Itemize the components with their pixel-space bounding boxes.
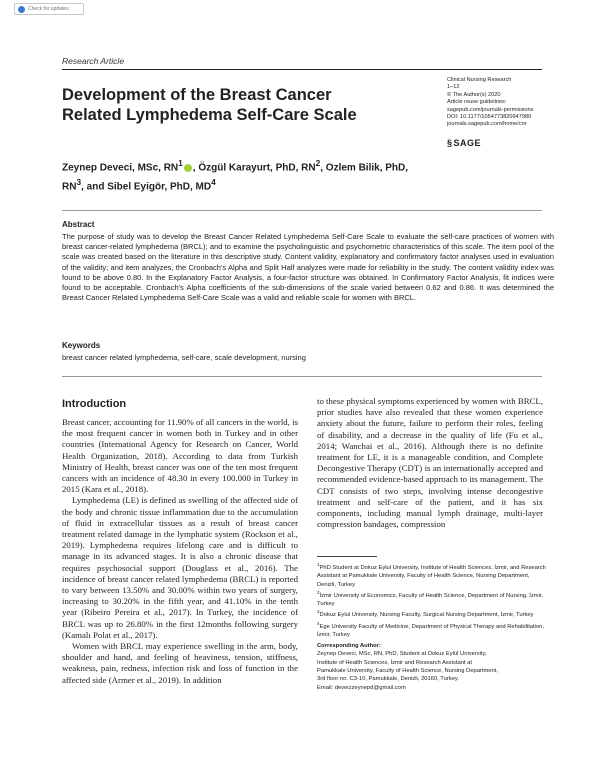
keywords-heading: Keywords	[62, 341, 101, 350]
header-rule	[62, 69, 542, 70]
intro-paragraph-1: Breast cancer, accounting for 11.90% of all cancers in the world, is the most frequent cancer in women both in Turkey and in other countries (International Agency for Research on Cancer, World Health Organization, 2018). According to data from Turkish Ministry of Health, breast cancer was one of the ten most frequent cancers with an incidence of 48.30 in every 100.000 in Turkey in 2015 (Kara et al., 2018).	[62, 417, 298, 495]
journal-pages: 1–12	[447, 84, 460, 91]
article-type: Research Article	[62, 56, 125, 66]
corresponding-line-2: Institute of Health Sciences, İzmir and Research Assistant at	[317, 659, 472, 666]
affiliation-3	[317, 608, 549, 619]
abstract-text: The purpose of study was to develop the Breast Cancer Related Lymphedema Self-Care Scale to evaluate the self-care practices of women with breast cancer-related lymphedema (BRCL); and to examine the psycholinguistic and psychometric characteristics of this scale. The item pool of the scale was created based on the literature in this descriptive study. Content validity, explanatory and confirmatory factor analyses used in evaluation of the validity; and item analyzes, the Cronbach's Alpha and Split Half analyzes were made for reliability in the study. The content validity index was found to be above 0.80. In the Explanatory Factor Analysis, a four-factor structure was obtained. In Confirmatory Factor Analysis, fit indices were found to be acceptable. Cronbach's Alpha coefficients of the sub-dimensions of the scale varied between 0.62 and 0.86. It was determined the Breast Cancer Related Lymphedema Self-Care Scale was a valid and reliable scale for women with BRCL.	[62, 232, 554, 303]
author-1-affil: 1	[178, 158, 183, 168]
affiliation-1	[317, 561, 549, 589]
check-for-updates-badge[interactable]	[14, 3, 84, 15]
author-list	[62, 156, 412, 195]
badge-label: Check for updates	[28, 6, 69, 12]
affiliation-1-text: PhD Student at Dokuz Eylul University, Institute of Health Sciences, İzmir, and Research Assistant at Pamukkale University, Faculty of Health Science, Nursing Department, Denizli, Turkey	[317, 564, 546, 588]
affiliation-3-mark: 3	[317, 609, 320, 615]
author-4: , and Sibel Eyigör, PhD, MD	[81, 181, 212, 193]
author-2: , Özgül Karayurt, PhD, RN	[192, 162, 316, 174]
journal-home-link[interactable]: journals.sagepub.com/home/cnr	[447, 121, 527, 128]
left-column	[62, 417, 298, 686]
journal-reuse: Article reuse guidelines:	[447, 99, 507, 106]
intro-paragraph-2: Lymphedema (LE) is defined as swelling of the affected side of the body and chronic tissue inflammation due to the accumulation of fluid in extracellular tissues as a result of breast cancer treatment related damage in the lymphatic system (Rockson et al., 2019). Lymphedema requires lifelong care and is difficult to manage in its advanced stages. It is also a chronic disease that requires psychosocial support (Douglass et al., 2016). The incidence of breast cancer related lymphedema (BRCL) is reported to vary between 13.50% and 30.00% within two years of surgery, increasing to 30.20% in the fifth year, and 41.10% in the tenth year (Ribeiro Pereira et al., 2017). In Turkey, the incidence of BRCL was up to 26.80% in the first 12months following surgery (Kamalı Polat et al., 2017).	[62, 495, 298, 640]
publisher-logo	[447, 138, 481, 148]
journal-info	[447, 77, 567, 129]
author-3-affil: 3	[76, 177, 82, 188]
sage-logo-icon: §	[447, 138, 453, 148]
check-updates-icon	[18, 6, 25, 13]
keywords-text: breast cancer related lymphedema, self-care, scale development, nursing	[62, 353, 306, 362]
journal-doi[interactable]: DOI: 10.1177/1054773820947980	[447, 114, 532, 121]
author-4-affil: 4	[211, 177, 216, 188]
affiliation-4	[317, 620, 549, 640]
affiliation-4-mark: 4	[317, 620, 320, 626]
affiliation-2	[317, 589, 549, 609]
affiliation-1-mark: 1	[317, 562, 320, 567]
abstract-rule	[62, 210, 542, 211]
corresponding-email[interactable]: Email: devecizeynepd@gmail.com	[317, 684, 406, 691]
paper-title: Development of the Breast Cancer Related Lymphedema Self-Care Scale	[62, 86, 357, 124]
introduction-heading: Introduction	[62, 398, 127, 410]
keywords-rule	[62, 376, 542, 377]
corresponding-line-4: 3rd floor no. C3-10, Pamukkale, Denizli, 20160, Turkey.	[317, 676, 459, 683]
intro-paragraph-4: to these physical symptoms experienced by women with BRCL, prior studies have also revealed that these women experience anxiety about the future, failure to perform their roles, feeling of disability, and a decrease in the quality of life (Fu et al., 2014; Wanchai et al., 2016). Although there is no definite treatment for LE, it is a manageable condition, and Complete Decongestive Therapy (CDT) is an internationally accepted and recommended evidence-based approach to its management. The CDT consists of two steps, involving intense decongestive treatment and self-care of the patient, and it has six components, including manual lymph drainage, multi-layer compression bandages, compression	[317, 396, 543, 530]
affiliation-2-text: İzmir University of Economics, Faculty of Health Science, Department of Nursing, İzmir, Turkey	[317, 592, 544, 608]
intro-paragraph-3: Women with BRCL may experience swelling in the arm, body, shoulder and hand, and feeling of heaviness, tension, stiffness, weakness, pain, redness, infection risk and loss of function in the affected side (Armer et al., 2019). In addition	[62, 641, 298, 685]
right-column	[317, 396, 543, 530]
corresponding-line-3: Pamukkale University, Faculty of Health Science, Nursing Department,	[317, 667, 498, 674]
abstract-heading: Abstract	[62, 220, 95, 229]
affiliation-2-mark: 2	[317, 589, 320, 595]
corresponding-line-1: Zeynep Deveci, MSc, RN, PhD, Student at Dokuz Eylül University,	[317, 651, 487, 658]
author-3: , Ozlem Bilik, PhD, RN	[62, 162, 409, 193]
journal-permissions-link[interactable]: sagepub.com/journals-permissions	[447, 106, 534, 113]
footnotes	[317, 561, 549, 692]
author-1: Zeynep Deveci, MSc, RN	[62, 162, 179, 174]
journal-name: Clinical Nursing Research	[447, 77, 512, 83]
orcid-icon[interactable]	[184, 164, 192, 172]
affiliation-3-text: Dokuz Eylul University, Nursing Faculty, Surgical Nursing Department, İzmir, Turkey	[319, 612, 534, 619]
footnote-rule	[317, 556, 377, 557]
affiliation-4-text: Ege University Faculty of Medicine, Department of Physical Therapy and Rehabilitation, İzmir, Turkey	[317, 623, 544, 638]
author-2-affil: 2	[315, 158, 321, 168]
journal-copyright: © The Author(s) 2020	[447, 91, 501, 98]
publisher-name: SAGE	[453, 138, 482, 148]
corresponding-author-heading: Corresponding Author:	[317, 643, 381, 650]
